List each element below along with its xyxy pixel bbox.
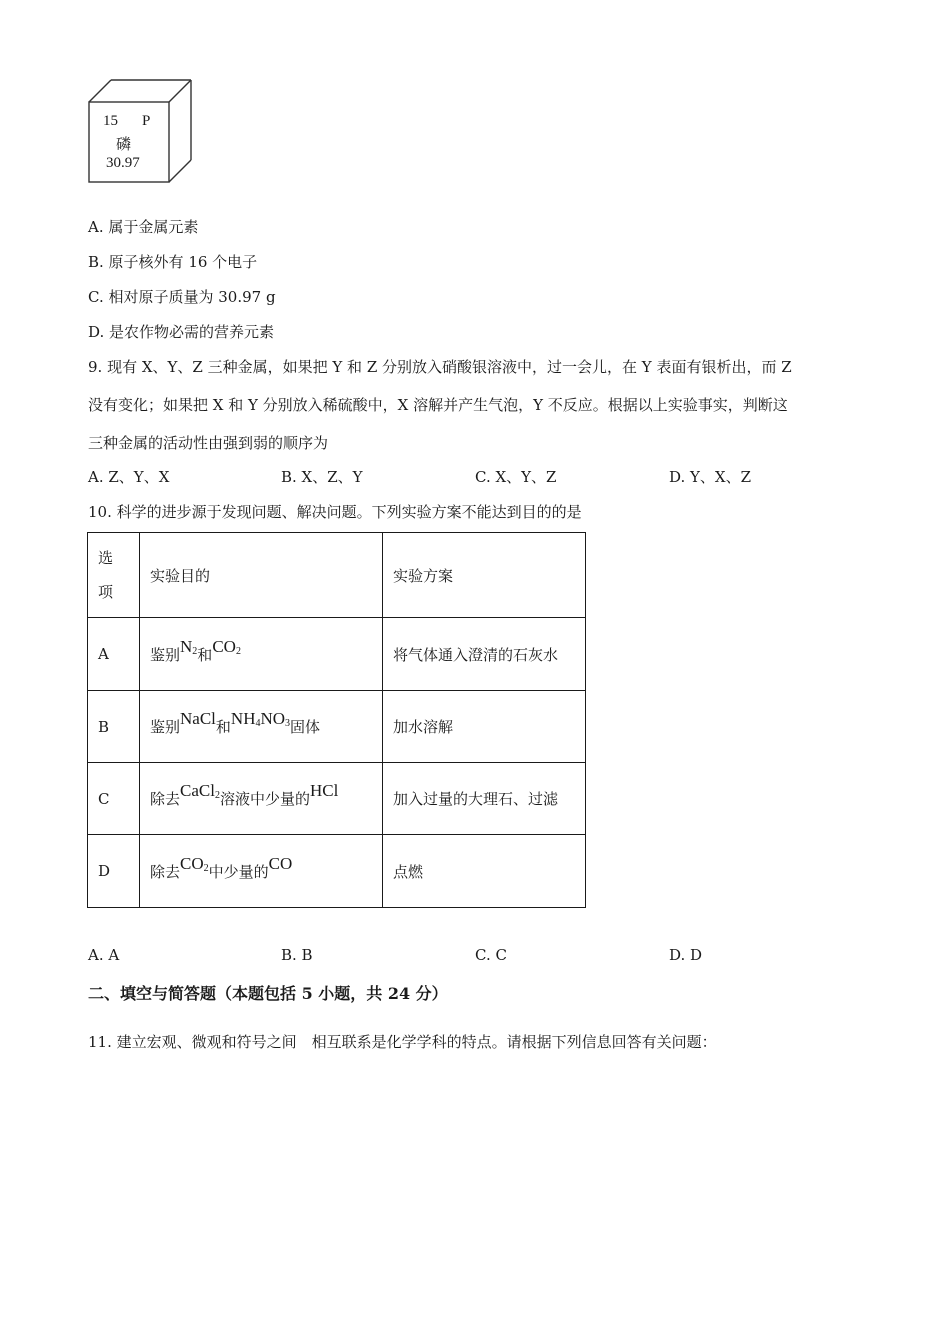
element-mass: 30.97 xyxy=(106,155,140,171)
goal-mid: 和 xyxy=(197,645,213,664)
q10-option-d: D. D xyxy=(669,946,703,964)
q8-option-d: D. 是农作物必需的营养元素 xyxy=(88,323,275,341)
goal-prefix: 鉴别 xyxy=(150,718,181,736)
element-name: 磷 xyxy=(116,135,132,153)
header-plan: 实验方案 xyxy=(383,533,586,618)
q10-option-c: C. C xyxy=(475,946,507,964)
q8-option-a: A. 属于金属元素 xyxy=(88,218,199,236)
goal-mid: 和 xyxy=(215,718,231,736)
chem-formula: NaCl xyxy=(180,709,216,728)
chem-formula: CaCl$_2$ xyxy=(180,781,220,801)
experiment-table xyxy=(87,532,586,908)
goal-prefix: 除去 xyxy=(150,790,181,808)
element-symbol: P xyxy=(142,113,151,129)
q8-option-c: C. 相对原子质量为 30.97 g xyxy=(88,288,276,306)
q10-option-a: A. A xyxy=(88,946,120,964)
chem-formula: $CO_2$ xyxy=(212,636,241,657)
row-goal xyxy=(140,835,383,908)
row-option: D xyxy=(88,835,140,908)
q10-stem: 10. 科学的进步源于发现问题、解决问题。下列实验方案不能达到目的的是 xyxy=(88,503,582,521)
element-card-cube xyxy=(86,78,196,186)
q9-option-d: D. Y、X、Z xyxy=(669,468,752,486)
q9-option-b: B. X、Z、Y xyxy=(281,468,363,486)
row-goal xyxy=(140,763,383,835)
q9-stem-line-2: 没有变化；如果把 X 和 Y 分别放入稀硫酸中，X 溶解并产生气泡，Y 不反应。根据以上实验事实，判断这 xyxy=(88,396,788,414)
header-goal: 实验目的 xyxy=(140,533,383,618)
section-heading: 二、填空与简答题（本题包括 5 小题，共 24 分） xyxy=(88,984,448,1003)
table-header-row xyxy=(88,533,586,618)
element-atomic-number: 15 xyxy=(103,113,118,129)
row-plan: 将气体通入澄清的石灰水 xyxy=(383,618,586,691)
q9-option-c: C. X、Y、Z xyxy=(475,468,557,486)
goal-mid: 中少量的 xyxy=(208,862,269,881)
chem-formula: $CO_2$ xyxy=(180,853,209,874)
q8-option-b: B. 原子核外有 16 个电子 xyxy=(88,253,258,271)
row-option: C xyxy=(88,763,140,835)
chem-formula: CO xyxy=(268,853,293,873)
q9-option-a: A. Z、Y、X xyxy=(88,468,170,486)
goal-mid: 溶液中少量的 xyxy=(219,790,310,808)
chem-formula: $N_2$ xyxy=(180,636,198,657)
chem-formula: HCl xyxy=(309,781,339,800)
header-option-bottom: 项 xyxy=(98,583,114,601)
header-option-top: 选 xyxy=(98,549,114,567)
q9-stem-line-3: 三种金属的活动性由强到弱的顺序为 xyxy=(88,434,329,452)
header-option xyxy=(88,533,140,618)
q10-option-b: B. B xyxy=(281,946,313,964)
table-row xyxy=(88,763,586,835)
table-row xyxy=(88,835,586,908)
row-plan: 加入过量的大理石、过滤 xyxy=(383,763,586,835)
row-option: B xyxy=(88,691,140,763)
q9-stem-line-1: 9. 现有 X、Y、Z 三种金属，如果把 Y 和 Z 分别放入硝酸银溶液中，过一会儿，在 Y 表面有银析出，而 Z xyxy=(88,358,792,376)
row-goal xyxy=(140,691,383,763)
row-goal xyxy=(140,618,383,691)
row-option: A xyxy=(88,618,140,691)
row-plan: 点燃 xyxy=(383,835,586,908)
chem-formula: $NH_4NO_3$ xyxy=(230,709,291,729)
goal-prefix: 鉴别 xyxy=(150,645,181,664)
table-row xyxy=(88,618,586,691)
goal-suffix: 固体 xyxy=(290,718,321,736)
row-plan: 加水溶解 xyxy=(383,691,586,763)
goal-prefix: 除去 xyxy=(150,862,181,881)
q11-stem: 11. 建立宏观、微观和符号之间 相互联系是化学学科的特点。请根据下列信息回答有关问题： xyxy=(88,1033,717,1051)
table-row xyxy=(88,691,586,763)
